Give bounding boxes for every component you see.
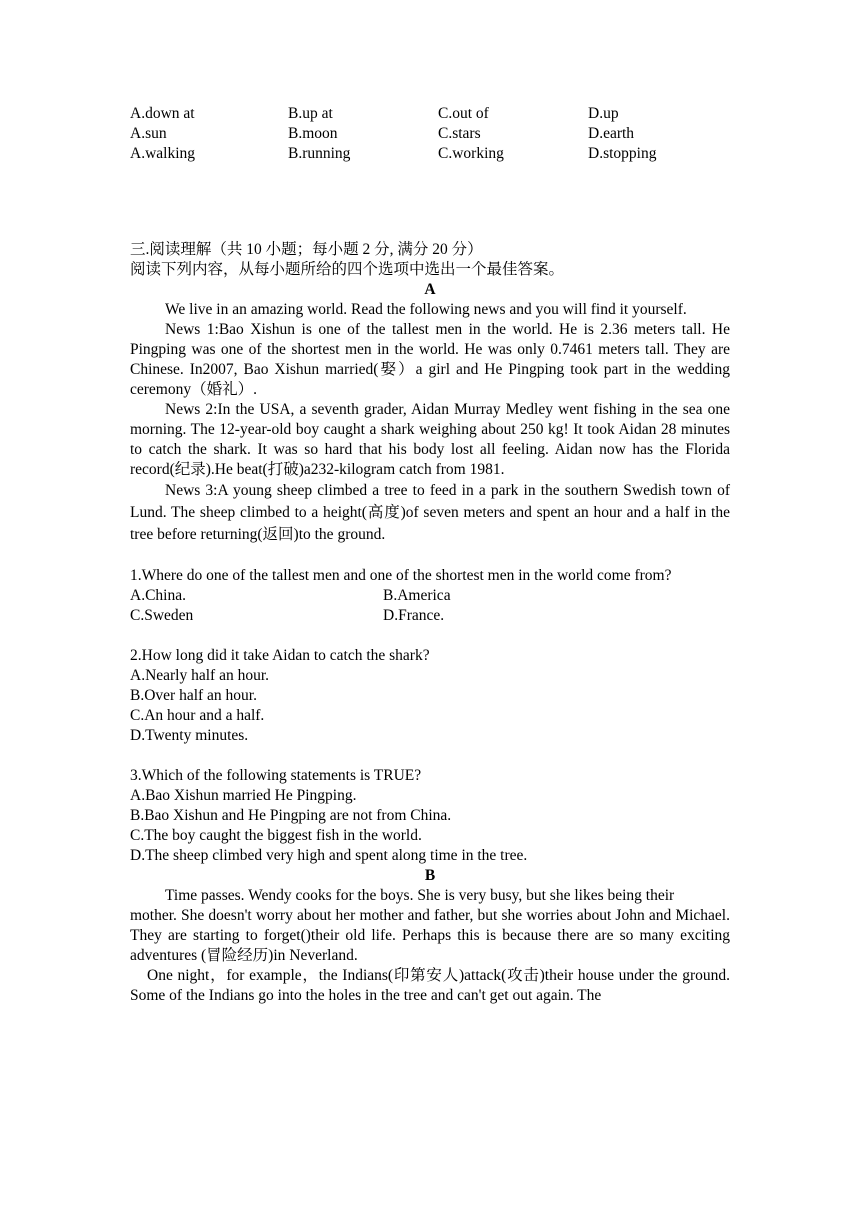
option: D.up	[588, 105, 619, 122]
option: B.running	[288, 145, 351, 162]
option-row	[130, 144, 730, 164]
passage-b-p1-rest: mother. She doesn't worry about her mother and father, but she worries about John and Michael. They are starting to forget()their old life. Perhaps this is because there are so many exciting adventures (冒险经历)in Neverland.	[130, 907, 730, 964]
question-option: B.Bao Xishun and He Pingping are not from China.	[130, 807, 452, 824]
option: A.walking	[130, 145, 196, 162]
document-page	[130, 104, 730, 1006]
option: A.sun	[130, 125, 167, 142]
option-row	[130, 124, 730, 144]
question-stem: 2.How long did it take Aidan to catch the shark?	[130, 647, 430, 664]
option-row	[130, 104, 730, 124]
question-option: D.The sheep climbed very high and spent along time in the tree.	[130, 847, 528, 864]
question-1	[130, 566, 730, 626]
question-stem: 1.Where do one of the tallest men and one of the shortest men in the world come from?	[130, 567, 672, 584]
question-option: A.China.	[130, 587, 186, 604]
option: D.stopping	[588, 145, 657, 162]
passage-b-p2: One night，for example，the Indians(印第安人)attack(攻击)their house under the ground. Some of the Indians go into the holes in the tree and can't get out again. The	[130, 967, 730, 1004]
question-3	[130, 766, 730, 866]
options-block	[130, 104, 730, 164]
passage-a-news1: News 1:Bao Xishun is one of the tallest men in the world. He is 2.36 meters tall. He Pingping was one of the shortest men in the world. He was only 0.7461 meters tall. They are Chinese. In2007, Bao Xishun married(娶）a girl and He Pingping took part in the wedding ceremony（婚礼）.	[130, 321, 730, 398]
question-option: C.Sweden	[130, 607, 194, 624]
option-row	[130, 606, 730, 626]
option: C.out of	[438, 105, 489, 122]
question-option: A.Nearly half an hour.	[130, 667, 270, 684]
section-title: 三.阅读理解（共 10 小题；每小题 2 分, 满分 20 分）	[130, 241, 483, 258]
question-stem: 3.Which of the following statements is TRUE?	[130, 767, 422, 784]
option: A.down at	[130, 105, 195, 122]
question-option: C.An hour and a half.	[130, 707, 265, 724]
section-instruction: 阅读下列内容，从每小题所给的四个选项中选出一个最佳答案。	[130, 261, 565, 278]
passage-a-label: A	[424, 281, 436, 298]
passage-a-news3: News 3:A young sheep climbed a tree to feed in a park in the southern Swedish town of Lund. The sheep climbed to a height(高度)of seven meters and spent an hour and a half in the tree before returning(返回)to the ground.	[130, 482, 730, 543]
option: D.earth	[588, 125, 635, 142]
option-row	[130, 586, 730, 606]
passage-a-news2: News 2:In the USA, a seventh grader, Aidan Murray Medley went fishing in the sea one morning. The 12-year-old boy caught a shark weighing about 250 kg! It took Aidan 28 minutes to catch the shark. It was so hard that his body lost all feeling. Aidan now has the Florida record(纪录).He beat(打破)a232-kilogram catch from 1981.	[130, 401, 730, 478]
question-option: B.Over half an hour.	[130, 687, 257, 704]
option: C.working	[438, 145, 504, 162]
passage-b-p1-line1: Time passes. Wendy cooks for the boys. She is very busy, but she likes being their	[165, 887, 675, 904]
question-option: D.France.	[383, 607, 445, 624]
question-option: B.America	[383, 587, 451, 604]
question-2	[130, 646, 730, 746]
passage-a-intro: We live in an amazing world. Read the following news and you will find it yourself.	[165, 301, 687, 318]
option: C.stars	[438, 125, 481, 142]
passage-b-label: B	[424, 867, 436, 884]
option: B.up at	[288, 105, 333, 122]
question-option: D.Twenty minutes.	[130, 727, 249, 744]
option: B.moon	[288, 125, 338, 142]
question-option: C.The boy caught the biggest fish in the world.	[130, 827, 422, 844]
question-option: A.Bao Xishun married He Pingping.	[130, 787, 357, 804]
